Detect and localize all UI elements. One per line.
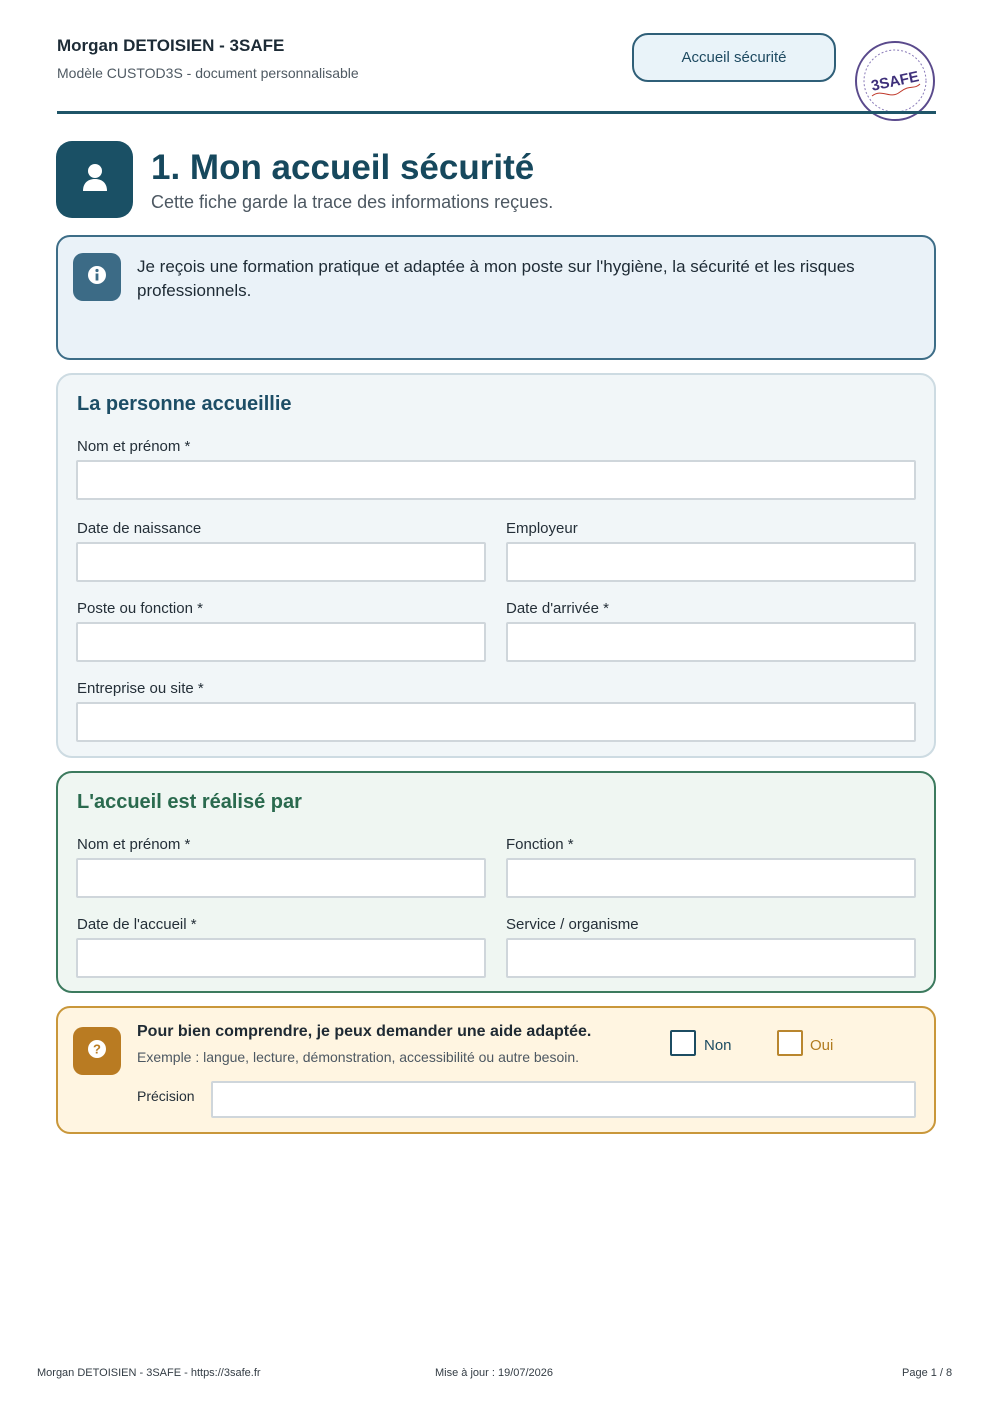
header-model: Modèle CUSTOD3S - document personnalisable xyxy=(57,65,359,81)
person-name-field[interactable] xyxy=(76,460,916,500)
host-date-label: Date de l'accueil * xyxy=(77,916,197,933)
page-title: 1. Mon accueil sécurité xyxy=(151,148,535,187)
page-subtitle: Cette fiche garde la trace des informations reçues. xyxy=(151,192,554,212)
host-service-field[interactable] xyxy=(506,938,916,978)
person-birth-label: Date de naissance xyxy=(77,520,202,537)
host-function-field[interactable] xyxy=(506,858,916,898)
precision-field[interactable] xyxy=(211,1081,916,1118)
checkbox-non-label: Non xyxy=(704,1037,732,1054)
host-function-label: Fonction * xyxy=(506,836,574,853)
section-person-title: La personne accueillie xyxy=(77,393,292,415)
svg-text:?: ? xyxy=(93,1041,101,1056)
person-company-field[interactable] xyxy=(76,702,916,742)
footer-page: Page 1 / 8 xyxy=(902,1367,953,1379)
help-question: Pour bien comprendre, je peux demander une aide adaptée. xyxy=(137,1023,592,1040)
header-author: Morgan DETOISIEN - 3SAFE xyxy=(57,36,285,55)
question-icon xyxy=(87,1039,107,1064)
section-badge: Accueil sécurité xyxy=(632,33,836,82)
person-position-label: Poste ou fonction * xyxy=(77,600,203,617)
checkbox-oui-label: Oui xyxy=(810,1037,834,1054)
info-tile xyxy=(73,253,121,301)
person-position-field[interactable] xyxy=(76,622,486,662)
title-user-tile xyxy=(56,141,133,218)
info-text: Je reçois une formation pratique et adaptée à mon poste sur l'hygiène, la sécurité et les risques professionnels. xyxy=(137,257,855,300)
info-icon xyxy=(87,265,107,290)
host-date-field[interactable] xyxy=(76,938,486,978)
svg-text:3SAFE: 3SAFE xyxy=(869,68,921,95)
precision-label: Précision xyxy=(137,1088,195,1104)
host-service-label: Service / organisme xyxy=(506,916,639,933)
person-birth-field[interactable] xyxy=(76,542,486,582)
footer-center: Mise à jour : 19/07/2026 xyxy=(435,1367,554,1379)
footer-left: Morgan DETOISIEN - 3SAFE - https://3safe.fr xyxy=(37,1367,261,1379)
person-company-label: Entreprise ou site * xyxy=(77,680,204,697)
help-tile xyxy=(73,1027,121,1075)
checkbox-non[interactable] xyxy=(670,1030,696,1056)
help-example: Exemple : langue, lecture, démonstration, accessibilité ou autre besoin. xyxy=(137,1049,580,1065)
person-name-label: Nom et prénom * xyxy=(77,438,191,455)
person-employer-field[interactable] xyxy=(506,542,916,582)
host-name-label: Nom et prénom * xyxy=(77,836,191,853)
person-arrival-field[interactable] xyxy=(506,622,916,662)
checkbox-oui[interactable] xyxy=(777,1030,803,1056)
person-employer-label: Employeur xyxy=(506,520,578,537)
3safe-stamp-logo xyxy=(854,40,936,122)
host-name-field[interactable] xyxy=(76,858,486,898)
header-divider xyxy=(57,111,936,114)
section-host-title: L'accueil est réalisé par xyxy=(77,791,302,813)
user-icon xyxy=(81,162,109,197)
person-arrival-label: Date d'arrivée * xyxy=(506,600,609,617)
